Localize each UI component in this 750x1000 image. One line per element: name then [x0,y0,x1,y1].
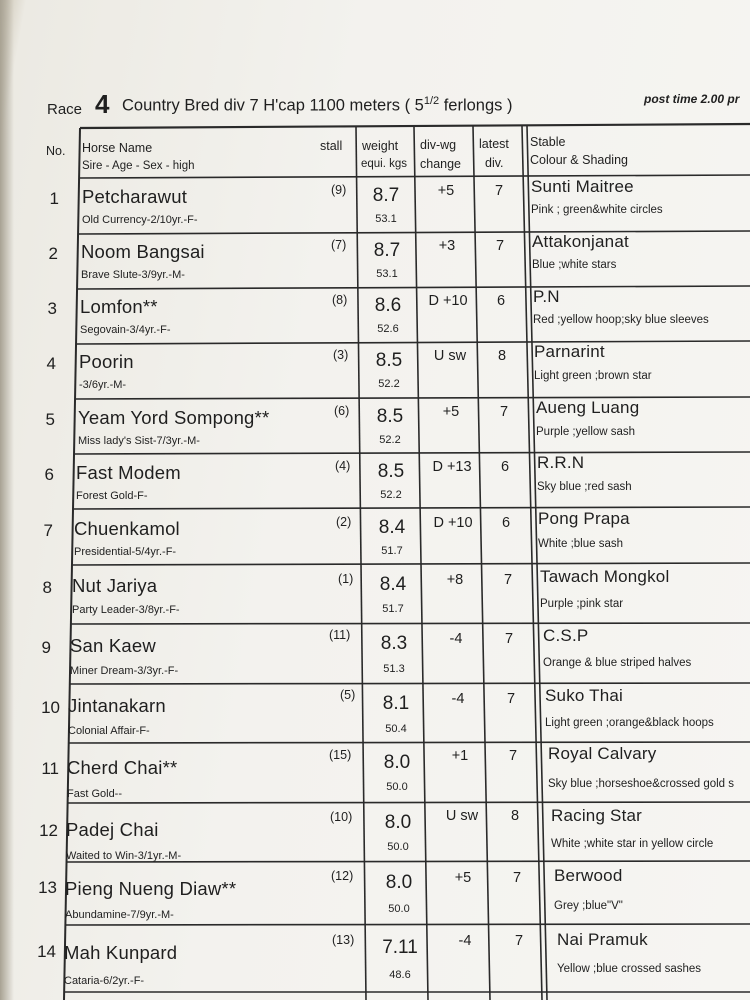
col-horse-name-header: Horse Name [82,141,153,155]
weight: 8.3 [380,633,408,654]
div-wg-change: -4 [451,691,465,707]
stable-colours: White ;white star in yellow circle [551,838,714,850]
race-title-fraction: 1/2 [423,95,440,107]
race-label: Race [47,101,83,118]
stable-colours: Red ;yellow hoop;sky blue sleeves [533,314,709,326]
div-wg-change: D +13 [432,459,472,475]
col-latest-header: latest [479,137,509,151]
stable-colours: Grey ;blue"V" [554,900,623,912]
stable-name: Berwood [554,866,623,885]
row-number: 7 [43,521,53,540]
stable-colours: Sky blue ;red sash [537,481,632,493]
post-time: post time 2.00 pr [644,92,740,106]
latest-div: 7 [499,404,509,420]
latest-div: 7 [506,691,516,707]
equi-kgs: 52.2 [379,434,401,446]
div-wg-change: +5 [454,870,472,886]
col-change-header: change [420,157,462,171]
stable-name: Nai Pramuk [557,930,648,949]
row-number: 13 [38,878,57,897]
row-number: 3 [47,299,57,318]
horse-name: Chuenkamol [74,518,180,539]
horse-name: Padej Chai [66,819,159,840]
col-equi-header: equi. kgs [361,158,408,170]
horse-sire: Miss lady's Sist-7/3yr.-M- [78,435,200,447]
stable-colours: Light green ;orange&black hoops [545,717,714,729]
horse-name: San Kaew [70,635,156,656]
horse-sire: Segovain-3/4yr.-F- [80,324,171,336]
stall-number: (5) [340,688,356,702]
horse-sire: Waited to Win-3/1yr.-M- [66,850,182,862]
equi-kgs: 50.4 [385,723,407,735]
col-div-header: div. [485,156,504,170]
stable-name: P.N [533,287,560,306]
stable-colours: Blue ;white stars [532,259,617,271]
div-wg-change: +3 [438,238,456,254]
row-number: 5 [45,410,55,429]
div-wg-change: D +10 [428,293,468,309]
horse-name: Nut Jariya [72,575,158,596]
stable-name: Tawach Mongkol [540,567,670,586]
horse-name: Lomfon** [80,296,158,317]
stable-name: Parnarint [534,342,605,361]
equi-kgs: 48.6 [389,969,411,981]
col-divwg-header: div-wg [420,138,457,152]
div-wg-change: +5 [437,183,455,199]
equi-kgs: 53.1 [376,268,398,280]
stable-name: R.R.N [537,453,585,472]
latest-div: 7 [495,238,505,254]
row-number: 1 [49,189,59,208]
latest-div: 7 [508,748,518,764]
horse-name: Cherd Chai** [67,757,178,778]
div-wg-change: D +10 [433,515,473,531]
stall-number: (9) [331,183,347,197]
equi-kgs: 53.1 [375,213,397,225]
row-number: 6 [44,465,54,484]
horse-sire: -3/6yr.-M- [79,379,127,391]
horse-sire: Party Leader-3/8yr.-F- [72,604,180,616]
stall-number: (4) [335,459,351,473]
weight: 8.0 [385,872,413,893]
row-number: 10 [41,698,60,717]
weight: 8.1 [382,693,410,714]
div-wg-change: +5 [442,404,460,420]
equi-kgs: 51.7 [381,545,403,557]
horse-sire: Brave Slute-3/9yr.-M- [81,269,185,281]
weight: 8.7 [373,240,401,261]
latest-div: 7 [504,631,514,647]
horse-sire: Cataria-6/2yr.-F- [64,975,145,987]
div-wg-change: U sw [433,348,467,364]
stall-number: (3) [333,348,349,362]
div-wg-change: U sw [445,808,479,824]
horse-sire: Old Currency-2/10yr.-F- [82,214,198,226]
row-number: 8 [42,578,52,597]
latest-div: 6 [500,459,510,475]
stall-number: (11) [329,628,351,642]
stable-colours: Orange & blue striped halves [543,657,692,669]
horse-sire: Abundamine-7/9yr.-M- [65,909,174,921]
horse-name: Fast Modem [76,462,181,483]
race-title-main: Country Bred div 7 H'cap 1100 meters ( 5 [122,96,424,115]
race-number: 4 [95,89,110,119]
col-stall-header: stall [320,139,343,153]
latest-div: 7 [514,933,524,949]
latest-div: 8 [510,808,520,824]
stall-number: (15) [329,748,352,762]
stable-colours: Purple ;yellow sash [536,426,636,438]
weight: 8.0 [383,752,411,773]
equi-kgs: 52.2 [378,378,400,390]
weight: 8.5 [376,406,404,427]
stable-colours: Pink ; green&white circles [531,204,663,216]
col-stable-header: Stable [530,135,566,149]
stable-colours: Sky blue ;horseshoe&crossed gold s [548,778,735,790]
row-number: 2 [48,244,58,263]
horse-name: Poorin [79,351,134,372]
latest-div: 8 [497,348,507,364]
stable-name: C.S.P [543,626,589,645]
equi-kgs: 50.0 [386,781,408,793]
horse-name: Petcharawut [82,186,188,207]
horse-sire: Presidential-5/4yr.-F- [74,546,177,558]
col-colour-header: Colour & Shading [530,153,628,167]
latest-div: 6 [496,293,506,309]
stall-number: (13) [332,933,355,947]
equi-kgs: 50.0 [388,903,410,915]
weight: 8.6 [374,295,402,316]
latest-div: 7 [494,183,504,199]
stable-name: Pong Prapa [538,509,630,528]
horse-sire: Forest Gold-F- [76,490,148,502]
stall-number: (6) [334,404,350,418]
stall-number: (2) [336,515,352,529]
horse-name: Jintanakarn [68,695,166,716]
weight: 8.4 [379,574,407,595]
div-wg-change: -4 [449,631,463,647]
stall-number: (10) [330,810,353,824]
stall-number: (12) [331,869,354,883]
race-title-end: ferlongs ) [439,96,513,115]
stable-name: Sunti Maitree [531,177,634,196]
weight: 8.0 [384,812,412,833]
horse-sire: Colonial Affair-F- [68,725,150,737]
stable-name: Royal Calvary [548,744,657,763]
stable-colours: White ;blue sash [538,538,624,550]
weight: 8.5 [375,350,403,371]
stable-name: Attakonjanat [532,232,629,251]
weight: 7.11 [382,937,418,958]
row-number: 14 [37,942,56,961]
horse-name: Yeam Yord Sompong** [78,407,270,428]
horse-sire: Fast Gold-- [67,788,123,800]
latest-div: 7 [512,870,522,886]
horse-name: Pieng Nueng Diaw** [65,878,237,899]
row-number: 12 [39,821,58,840]
horse-name: Noom Bangsai [81,241,205,262]
stable-colours: Yellow ;blue crossed sashes [557,963,702,975]
latest-div: 6 [501,515,511,531]
row-number: 9 [41,638,51,657]
horse-name: Mah Kunpard [64,942,178,963]
stable-colours: Light green ;brown star [534,370,652,382]
equi-kgs: 52.2 [380,489,402,501]
col-weight-header: weight [362,139,399,153]
div-wg-change: +8 [446,572,464,588]
race-title [122,95,513,116]
equi-kgs: 51.3 [383,663,405,675]
col-sire-header: Sire - Age - Sex - high [82,160,195,172]
stable-name: Racing Star [551,806,643,825]
col-no-header: No. [46,144,66,158]
page-binding-shadow [0,0,14,1000]
equi-kgs: 50.0 [387,841,409,853]
race-header [47,88,750,120]
div-wg-change: -4 [458,933,472,949]
stall-number: (8) [332,293,348,307]
stable-name: Aueng Luang [536,398,640,417]
stall-number: (1) [338,572,354,586]
stable-colours: Purple ;pink star [540,598,624,610]
div-wg-change: +1 [451,748,469,764]
weight: 8.5 [377,461,405,482]
stall-number: (7) [331,238,347,252]
equi-kgs: 52.6 [377,323,399,335]
weight: 8.7 [372,185,400,206]
row-number: 4 [46,354,56,373]
weight: 8.4 [378,517,406,538]
row-number: 11 [41,759,59,778]
equi-kgs: 51.7 [382,603,404,615]
latest-div: 7 [503,572,513,588]
stable-name: Suko Thai [545,686,624,705]
horse-sire: Miner Dream-3/3yr.-F- [70,665,179,677]
